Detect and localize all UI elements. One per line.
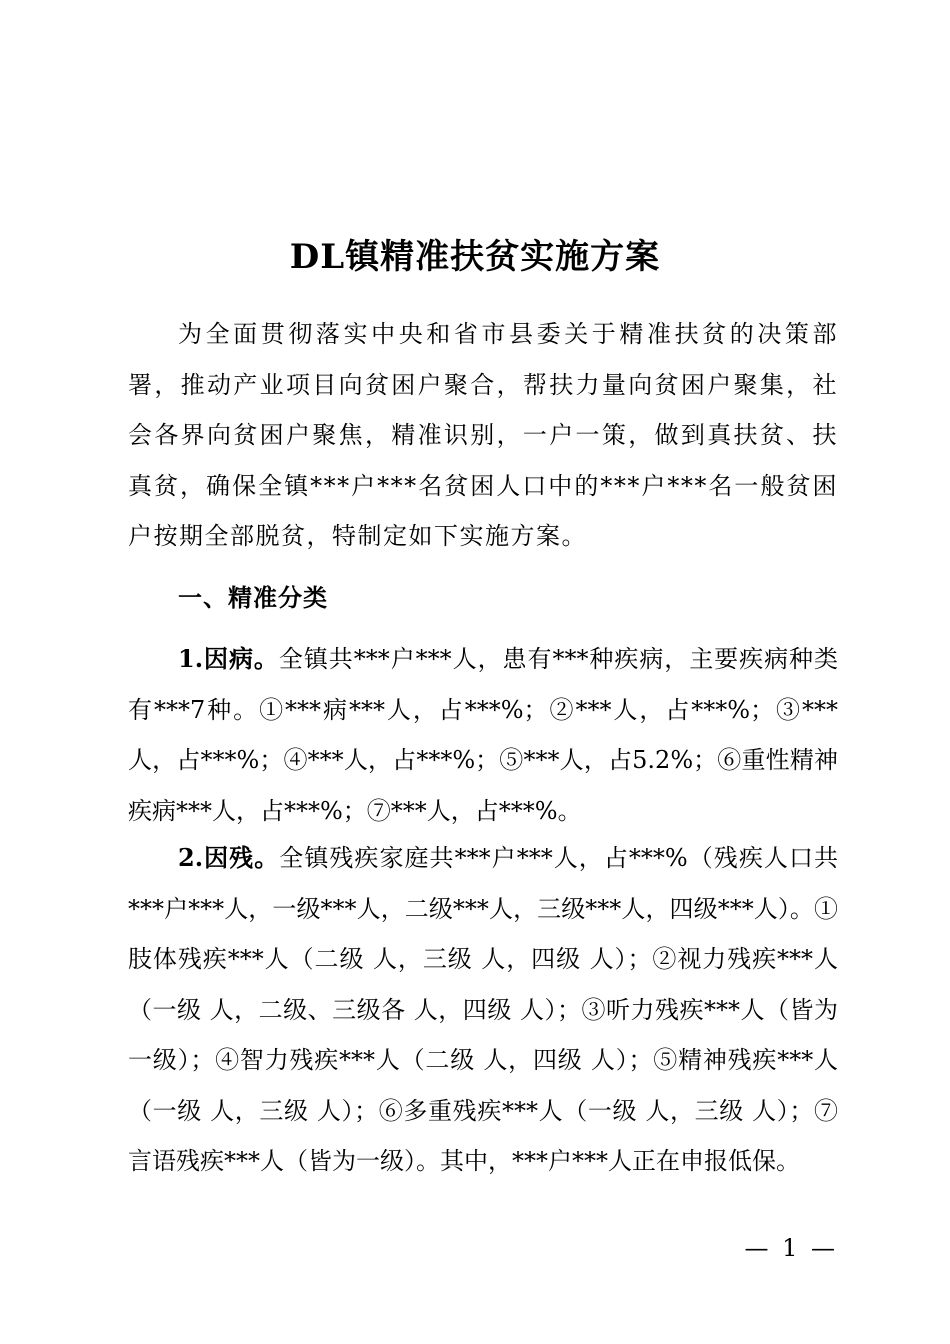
intro-block — [128, 309, 838, 562]
illness-lead: 1.因病。 — [178, 644, 279, 673]
illness-body: 全镇共***户***人，患有***种疾病，主要疾病种类有***7种。①***病***人，占***%；②***人，占***%；③***人，占***%；④***人，占***%；⑤***人，占5.2%；⑥重性精神疾病***人，占***%；⑦***人，占***%。 — [128, 645, 839, 825]
section-heading-classification: 一、精准分类 — [178, 583, 328, 612]
illness-paragraph — [128, 634, 838, 836]
disability-block — [128, 833, 838, 1187]
disability-lead: 2.因残。 — [178, 843, 280, 872]
disability-body: 全镇残疾家庭共***户***人，占***%（残疾人口共***户***人，一级***人，二级***人，三级***人，四级***人）。①肢体残疾***人（二级 人，三级 人，四级 人）；②视力残疾***人（一级 人，二级、三级各 人，四级 人）；③听力残疾***人（皆为一级）；④智力残疾***人（二级 人，四级 人）；⑤精神残疾***人（一级 人，三级 人）；⑥多重残疾***人（一级 人，三级 人）；⑦言语残疾***人（皆为一级）。其中，***户***人正在申报低保。 — [128, 844, 838, 1175]
illness-block — [128, 634, 838, 836]
intro-paragraph: 为全面贯彻落实中央和省市县委关于精准扶贫的决策部署，推动产业项目向贫困户聚合，帮扶力量向贫困户聚集，社会各界向贫困户聚焦，精准识别，一户一策，做到真扶贫、扶真贫，确保全镇***户***名贫困人口中的***户***名一般贫困户按期全部脱贫，特制定如下实施方案。 — [128, 320, 838, 550]
disability-paragraph — [128, 833, 838, 1187]
page-number: — 1 — — [744, 1234, 838, 1262]
document-title: DL镇精准扶贫实施方案 — [289, 236, 661, 277]
